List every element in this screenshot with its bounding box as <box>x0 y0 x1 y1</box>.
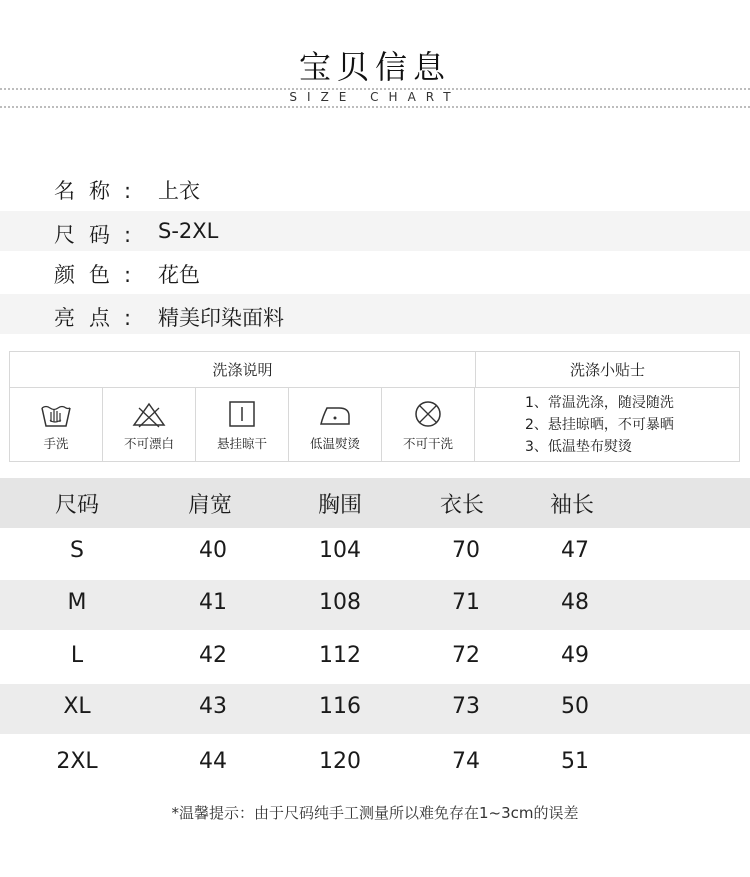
care-right-title: 洗涤小贴士 <box>476 352 739 388</box>
care-item-label: 低温熨烫 <box>309 436 360 451</box>
table-cell: 73 <box>452 694 480 719</box>
divider <box>0 106 750 108</box>
care-left-title: 洗涤说明 <box>10 352 476 388</box>
table-cell: 72 <box>452 643 480 668</box>
info-row-name <box>0 167 750 207</box>
table-row <box>0 633 750 683</box>
table-cell: 108 <box>319 590 361 615</box>
hand-wash-icon <box>38 400 74 428</box>
care-item-no-dry-clean <box>382 388 475 461</box>
info-label: 亮点: <box>54 306 146 330</box>
page-subtitle: SIZE CHART <box>289 90 461 104</box>
header-cell: 肩宽 <box>187 493 232 518</box>
table-cell: L <box>70 643 84 668</box>
info-value: 上衣 <box>158 179 200 203</box>
info-label: 名称: <box>54 179 146 203</box>
table-cell: 120 <box>319 749 361 774</box>
table-cell: 48 <box>561 590 589 615</box>
table-cell: 2XL <box>56 749 98 774</box>
info-value: S-2XL <box>158 219 219 243</box>
care-item-label: 不可漂白 <box>123 436 174 451</box>
table-cell: 112 <box>319 643 361 668</box>
table-cell: 42 <box>199 643 227 668</box>
care-item-label: 不可干洗 <box>402 436 453 451</box>
table-cell: M <box>67 590 87 615</box>
table-cell: 49 <box>561 643 589 668</box>
table-cell: 104 <box>319 538 361 563</box>
table-row <box>0 528 750 580</box>
info-label: 尺码: <box>54 223 146 247</box>
table-cell: 41 <box>199 590 227 615</box>
care-item-label: 手洗 <box>43 436 69 451</box>
table-cell: XL <box>63 694 91 719</box>
page-title: 宝贝信息 <box>298 48 451 86</box>
info-row-highlight <box>0 294 750 334</box>
table-cell: 44 <box>199 749 227 774</box>
table-row <box>0 684 750 734</box>
info-value: 花色 <box>158 263 200 287</box>
care-item-low-iron <box>289 388 382 461</box>
info-label: 颜色: <box>54 263 146 287</box>
measurement-note: *温馨提示：由于尺码纯手工测量所以难免存在1~3cm的误差 <box>171 804 579 822</box>
table-cell: 40 <box>199 538 227 563</box>
table-cell: 47 <box>561 538 589 563</box>
size-table-header <box>0 478 750 528</box>
table-cell: 71 <box>452 590 480 615</box>
care-item-no-bleach <box>103 388 196 461</box>
care-tip: 3、低温垫布熨烫 <box>525 439 632 455</box>
hang-dry-icon <box>224 400 260 428</box>
header-cell: 尺码 <box>54 493 99 518</box>
info-row-color <box>0 251 750 291</box>
no-dry-clean-icon <box>410 400 446 428</box>
table-cell: 51 <box>561 749 589 774</box>
header-cell: 袖长 <box>549 493 594 518</box>
low-iron-icon <box>317 400 353 428</box>
care-item-label: 悬挂晾干 <box>216 436 267 451</box>
table-cell: 43 <box>199 694 227 719</box>
care-item-hang-dry <box>196 388 289 461</box>
info-value: 精美印染面料 <box>158 306 284 330</box>
care-item-hand-wash <box>10 388 103 461</box>
header-cell: 胸围 <box>317 493 362 518</box>
header-cell: 衣长 <box>439 493 484 518</box>
table-cell: 116 <box>319 694 361 719</box>
care-tips-list <box>525 392 674 458</box>
table-cell: 50 <box>561 694 589 719</box>
no-bleach-icon <box>131 400 167 428</box>
table-cell: S <box>70 538 84 563</box>
table-cell: 74 <box>452 749 480 774</box>
care-tip: 1、常温洗涤，随浸随洗 <box>525 395 674 411</box>
table-cell: 70 <box>452 538 480 563</box>
table-row <box>0 580 750 630</box>
care-tip: 2、悬挂晾晒，不可暴晒 <box>525 417 674 433</box>
info-row-size <box>0 211 750 251</box>
table-row <box>0 739 750 789</box>
